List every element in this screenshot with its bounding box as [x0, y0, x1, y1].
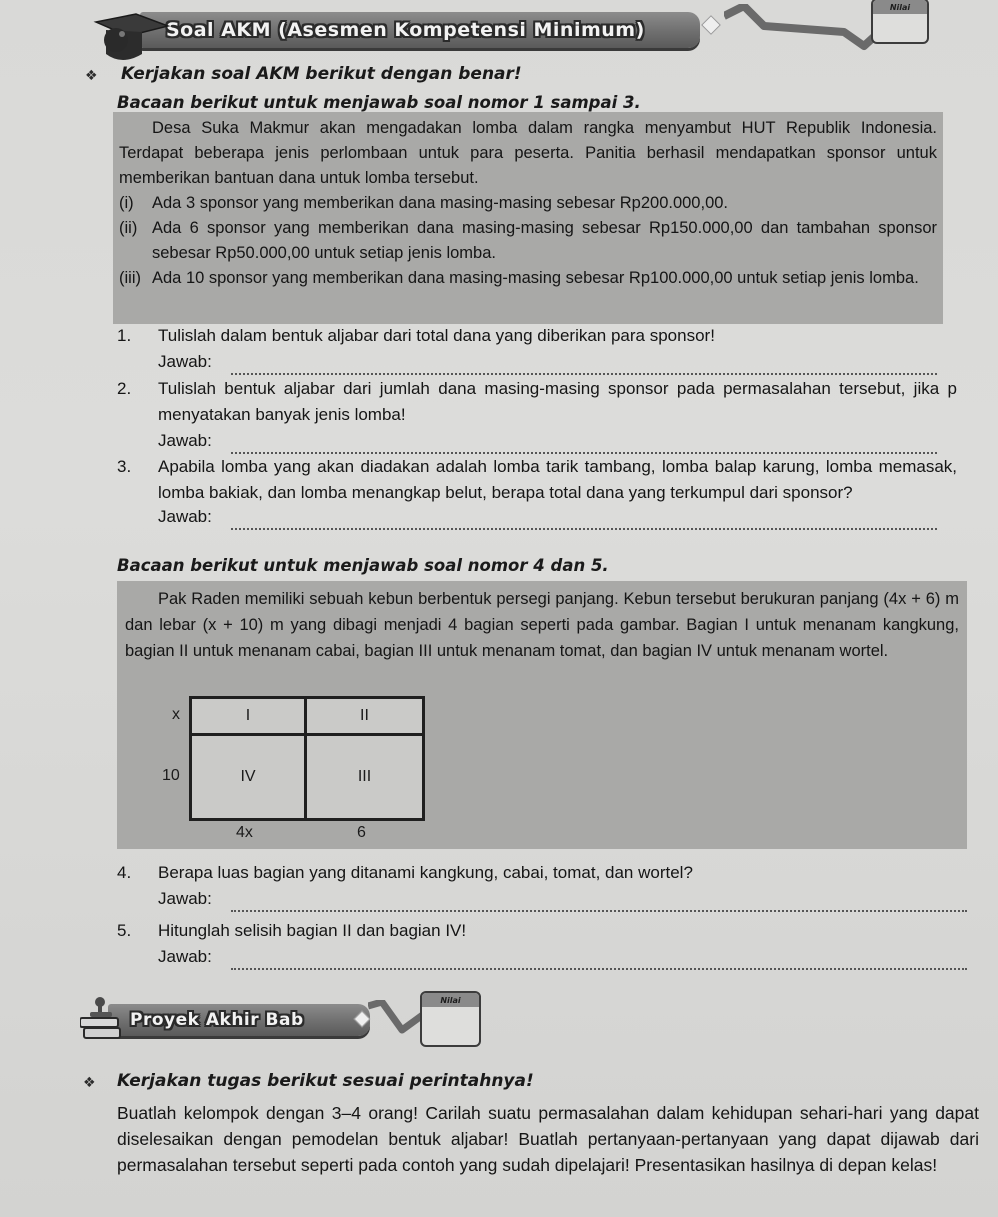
answer-label: Jawab: — [158, 889, 212, 908]
garden-diagram — [140, 692, 430, 847]
books-stamp-icon — [80, 994, 126, 1042]
question-3: 3. Apabila lomba yang akan diadakan adalah lomba tarik tambang, lomba balap karung, lomba memasak, lomba bakiak, dan lomba menangkap belut, berapa total dana yang terkumpul dari sponsor? Jawab: — [117, 454, 957, 530]
answer-label: Jawab: — [158, 947, 212, 966]
question-5: 5. Hitunglah selisih bagian II dan bagian IV! Jawab: — [117, 918, 957, 970]
question-4: 4. Berapa luas bagian yang ditanami kangkung, cabai, tomat, dan wortel? Jawab: — [117, 860, 957, 912]
reading1-intro: Desa Suka Makmur akan mengadakan lomba dalam rangka menyambut HUT Republik Indonesia. Terdapat beberapa jenis perlombaan untuk para peserta. Panitia berhasil mendapatkan sponsor untuk memberikan bantuan dana untuk lomba tersebut. — [119, 119, 937, 187]
section-I: I — [245, 707, 251, 724]
question-text: Hitunglah selisih bagian II dan bagian IV! — [158, 921, 467, 940]
question-text: Tulislah bentuk aljabar dari jumlah dana masing-masing sponsor pada permasalahan tersebut, jika p menyatakan banyak jenis lomba! — [158, 379, 957, 424]
answer-field-5[interactable] — [231, 952, 967, 970]
reading1-box — [113, 112, 943, 324]
reading1-item: (i) Ada 3 sponsor yang memberikan dana masing-masing sebesar Rp200.000,00. — [119, 194, 729, 212]
project-score-box[interactable] — [420, 991, 481, 1047]
graduation-cap-icon — [92, 10, 172, 70]
answer-field-2[interactable] — [231, 436, 937, 454]
project-text: Buatlah kelompok dengan 3–4 orang! Carilah suatu permasalahan dalam kehidupan sehari-hari yang dapat diselesaikan dengan pemodelan bentuk aljabar! Buatlah pertanyaan-pertanyaan yang dapat dijawab dari permasalahan tersebut seperti pada contoh yang sudah dipelajari! Presentasikan hasilnya di depan kelas! — [117, 1103, 979, 1175]
label-6: 6 — [357, 824, 366, 841]
label-10: 10 — [162, 767, 180, 784]
reading1-label: Bacaan berikut untuk menjawab soal nomor 1 sampai 3. — [117, 93, 641, 112]
label-4x: 4x — [236, 824, 253, 841]
banner-title: Soal AKM (Asesmen Kompetensi Minimum) — [166, 19, 645, 41]
answer-field-4[interactable] — [231, 894, 967, 912]
score-box[interactable] — [871, 0, 929, 44]
reading1-item: (ii) Ada 6 sponsor yang memberikan dana masing-masing sebesar Rp150.000,00 dan tambahan sponsor sebesar Rp50.000,00 untuk setiap jenis lomba. — [119, 219, 937, 262]
answer-field-1[interactable] — [231, 357, 937, 375]
project-title: Proyek Akhir Bab — [130, 1010, 304, 1030]
diamond-bullet-icon: ❖ — [85, 68, 98, 84]
diamond-bullet-icon: ❖ — [83, 1075, 96, 1091]
score-box-label: Nilai — [873, 0, 927, 14]
answer-label: Jawab: — [158, 431, 212, 450]
reading2-text: Pak Raden memiliki sebuah kebun berbentuk persegi panjang. Kebun tersebut berukuran panjang (4x + 6) m dan lebar (x + 10) m yang dibagi menjadi 4 bagian seperti pada gambar. Bagian I untuk menanam kangkung, bagian II untuk menanam cabai, bagian III untuk menanam tomat, dan bagian IV untuk menanam wortel. — [125, 590, 959, 660]
answer-field-3[interactable] — [231, 512, 937, 530]
banner-diamond — [701, 15, 721, 35]
answer-label: Jawab: — [158, 507, 212, 526]
answer-label: Jawab: — [158, 352, 212, 371]
reading2-label: Bacaan berikut untuk menjawab soal nomor 4 dan 5. — [117, 556, 609, 575]
question-2: 2. Tulislah bentuk aljabar dari jumlah dana masing-masing sponsor pada permasalahan tersebut, jika p menyatakan banyak jenis lomba! Jawab: — [117, 376, 957, 454]
section-II: II — [360, 707, 369, 724]
project-score-box-label: Nilai — [422, 993, 479, 1007]
project-instruction: Kerjakan tugas berikut sesuai perintahnya! — [117, 1071, 534, 1091]
section-III: III — [357, 768, 372, 785]
section-IV: IV — [240, 768, 256, 785]
garden-grid — [189, 696, 425, 821]
question-1: 1. Tulislah dalam bentuk aljabar dari total dana yang diberikan para sponsor! Jawab: — [117, 323, 957, 375]
question-text: Berapa luas bagian yang ditanami kangkung, cabai, tomat, dan wortel? — [158, 863, 693, 882]
reading1-item: (iii) Ada 10 sponsor yang memberikan dana masing-masing sebesar Rp100.000,00 untuk setiap jenis lomba. — [119, 269, 919, 287]
label-x: x — [172, 706, 180, 723]
question-text: Apabila lomba yang akan diadakan adalah lomba tarik tambang, lomba balap karung, lomba memasak, lomba bakiak, dan lomba menangkap belut, berapa total dana yang terkumpul dari sponsor? — [158, 457, 957, 502]
question-text: Tulislah dalam bentuk aljabar dari total dana yang diberikan para sponsor! — [158, 326, 715, 345]
instruction-text: Kerjakan soal AKM berikut dengan benar! — [121, 64, 522, 84]
